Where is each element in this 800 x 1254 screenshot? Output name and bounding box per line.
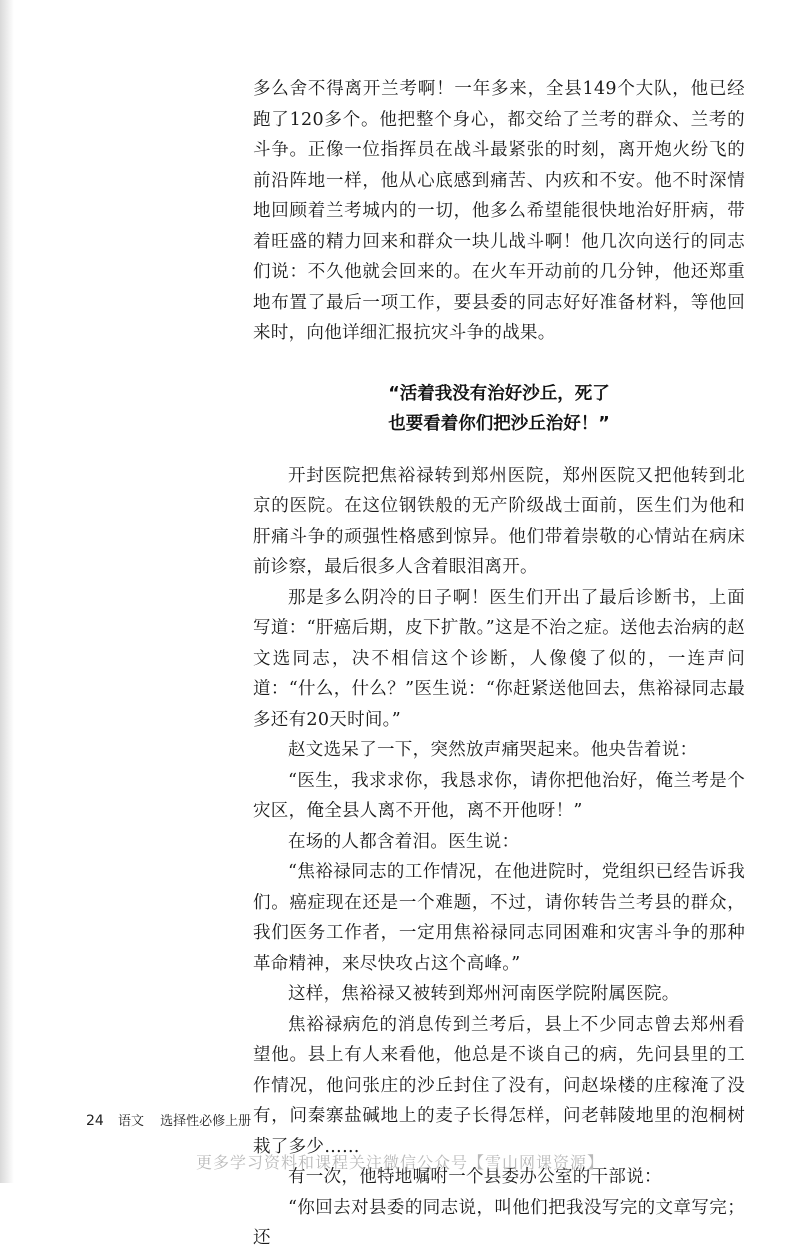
page-footer	[86, 1110, 251, 1129]
book-title: 语文	[117, 1114, 144, 1129]
page-number: 24	[86, 1113, 104, 1129]
watermark-text: 更多学习资料和课程关注微信公众号【雪山网课资源】	[195, 1153, 604, 1172]
paragraph: 有一次，他特地嘱咐一个县委办公室的干部说：	[288, 1167, 662, 1187]
section-heading-line-1: “活着我没有治好沙丘，死了	[388, 383, 610, 404]
paragraph: 开封医院把焦裕禄转到郑州医院，郑州医院又把他转到北京的医院。在这位钢铁般的无产阶级战士面前，医生们为他和肝痛斗争的顽强性格感到惊异。他们带着崇敬的心情站在病床前诊察，最后很多人含着眼泪离开。	[253, 465, 745, 577]
paragraph: 赵文选呆了一下，突然放声痛哭起来。他央告着说：	[288, 740, 698, 760]
paragraph: 这样，焦裕禄又被转到郑州河南医学院附属医院。	[288, 984, 680, 1004]
paragraph: 那是多么阴冷的日子啊！医生们开出了最后诊断书，上面写道：“肝癌后期，皮下扩散。”这是不治之症。送他去治病的赵文选同志，决不相信这个诊断，人像傻了似的，一连声问道：“什么，什么？”医生说：“你赶紧送他回去，焦裕禄同志最多还有20天时间。”	[253, 587, 745, 730]
paragraph: “你回去对县委的同志说，叫他们把我没写完的文章写完；还	[253, 1197, 745, 1248]
page-binding-shadow	[0, 0, 14, 1183]
page-content	[253, 74, 745, 1254]
paragraph-continued: 多么舍不得离开兰考啊！一年多来，全县149个大队，他已经跑了120多个。他把整个身心，都交给了兰考的群众、兰考的斗争。正像一位指挥员在战斗最紧张的时刻，离开炮火纷飞的前沿阵地一样，他从心底感到痛苦、内疚和不安。他不时深情地回顾着兰考城内的一切，他多么希望能很快地治好肝病，带着旺盛的精力回来和群众一块儿战斗啊！他几次向送行的同志们说：不久他就会回来的。在火车开动前的几分钟，他还郑重地布置了最后一项工作，要县委的同志好好准备材料，等他回来时，向他详细汇报抗灾斗争的战果。	[253, 79, 745, 343]
section-heading-line-2: 也要看着你们把沙丘治好！”	[388, 413, 610, 434]
paragraph: 在场的人都含着泪。医生说：	[288, 831, 520, 852]
book-volume: 选择性必修上册	[160, 1114, 252, 1129]
section-heading	[253, 379, 745, 439]
paragraph: “焦裕禄同志的工作情况，在他进院时，党组织已经告诉我们。癌症现在还是一个难题，不过，请你转告兰考县的群众，我们医务工作者，一定用焦裕禄同志同困难和灾害斗争的那种革命精神，来尽快攻占这个高峰。”	[253, 862, 745, 974]
paragraph: “医生，我求求你，我恳求你，请你把他治好，俺兰考是个灾区，俺全县人离不开他，离不开他呀！”	[253, 770, 745, 821]
paragraph: 焦裕禄病危的消息传到兰考后，县上不少同志曾去郑州看望他。县上有人来看他，他总是不谈自己的病，先问县里的工作情况，他问张庄的沙丘封住了没有，问赵垛楼的庄稼淹了没有，问秦寨盐碱地上的麦子长得怎样，问老韩陵地里的泡桐树栽了多少……	[253, 1014, 745, 1157]
